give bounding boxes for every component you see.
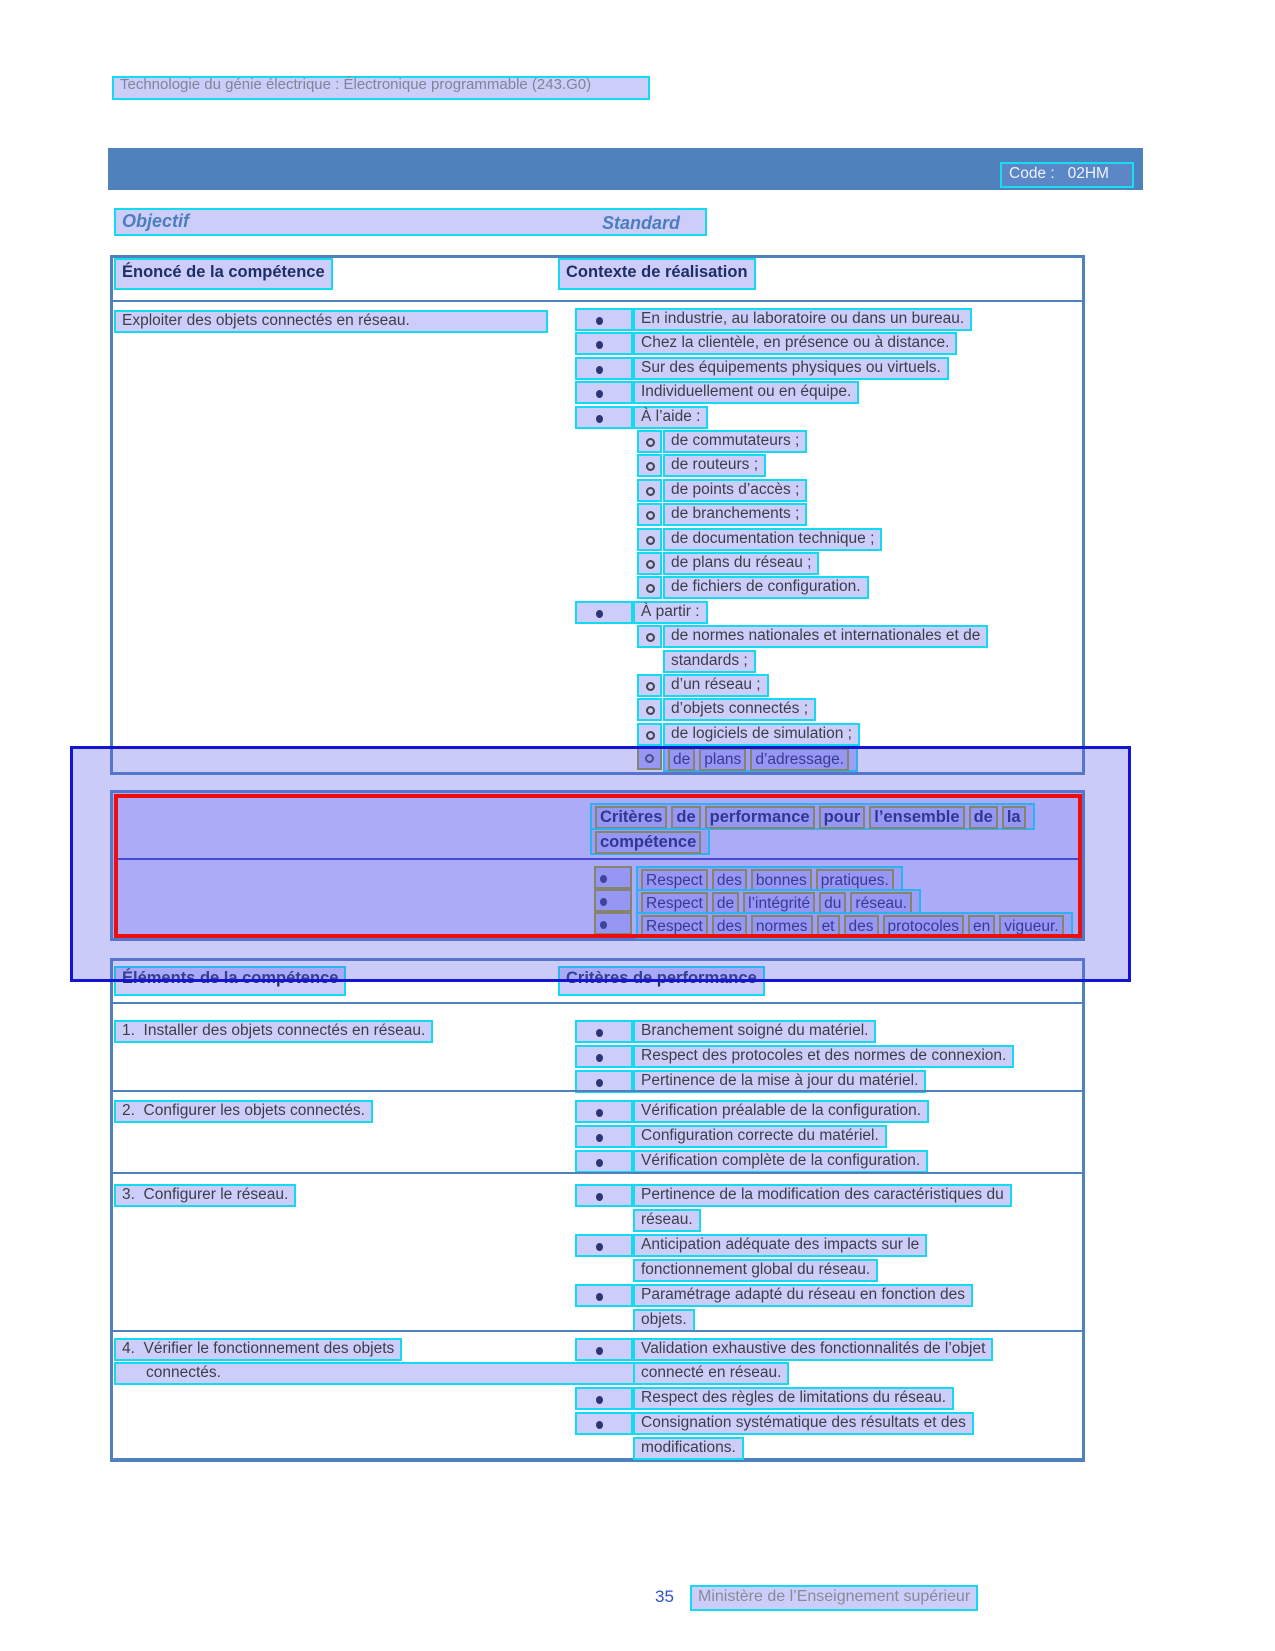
bullet-circle-icon — [646, 731, 655, 740]
line-text: Pertinence de la mise à jour du matériel. — [641, 1072, 919, 1089]
criterion-line — [633, 1437, 744, 1460]
criterion-line-bullet — [575, 1387, 633, 1410]
context-line-bullet — [637, 576, 662, 599]
table1-header-left-label: Énoncé de la compétence — [122, 263, 325, 281]
line-text: de points d’accès ; — [671, 481, 800, 498]
word-box: de — [671, 806, 700, 829]
bullet-dot-icon — [596, 610, 603, 618]
criterion-line — [633, 1184, 1012, 1207]
context-line-bullet — [575, 357, 633, 380]
line-text: Vérification préalable de la configuration. — [641, 1102, 922, 1119]
bullet-dot-icon — [596, 1396, 603, 1404]
bullet-circle-icon — [646, 560, 655, 569]
context-line-bullet — [575, 381, 633, 404]
context-line-bullet — [575, 601, 633, 624]
context-line — [663, 528, 882, 551]
line-text: Validation exhaustive des fonctionnalités de l’objet — [641, 1340, 986, 1357]
competence-statement-text: Exploiter des objets connectés en réseau. — [122, 312, 410, 329]
context-line — [663, 674, 769, 697]
bullet-circle-icon — [646, 438, 655, 447]
competence-statement — [114, 310, 548, 333]
table1-header-divider — [113, 300, 1082, 302]
context-line — [633, 406, 708, 429]
bullet-dot-icon — [596, 1421, 603, 1429]
context-line-bullet — [637, 674, 662, 697]
line-text: Paramétrage adapté du réseau en fonction des — [641, 1286, 966, 1303]
word-box: réseau. — [850, 892, 912, 915]
bullet-dot-icon — [596, 341, 603, 349]
criterion-line-bullet — [575, 1338, 633, 1361]
criterion-line — [633, 1338, 993, 1361]
bullet-dot-icon — [596, 415, 603, 423]
criterion-line — [633, 1412, 974, 1435]
context-line-bullet — [637, 503, 662, 526]
word-box: la — [1002, 806, 1026, 829]
line-text: de documentation technique ; — [671, 530, 875, 547]
context-line-bullet — [637, 723, 662, 746]
criterion-line — [633, 1020, 876, 1043]
line-text: Consignation systématique des résultats et des — [641, 1414, 966, 1431]
criterion-line-bullet — [575, 1045, 633, 1068]
context-line — [633, 308, 972, 331]
line-text: de commutateurs ; — [671, 432, 800, 449]
document-header — [112, 76, 650, 100]
bullet-dot-icon — [596, 1029, 603, 1037]
context-line — [663, 552, 819, 575]
line-text: Branchement soigné du matériel. — [641, 1022, 869, 1039]
context-line — [663, 430, 807, 453]
bullet-circle-icon — [646, 462, 655, 471]
word-box: des — [712, 869, 747, 892]
line-text: de plans du réseau ; — [671, 554, 812, 571]
context-line-bullet — [637, 528, 662, 551]
bullet-dot-icon — [596, 1109, 603, 1117]
context-line — [663, 625, 988, 648]
word-box: et — [817, 915, 840, 938]
line-text: de branchements ; — [671, 505, 800, 522]
objectif-heading: Objectif — [122, 211, 190, 231]
criterion-line — [633, 1209, 701, 1232]
cell-text: 2. Configurer les objets connectés. — [122, 1102, 365, 1119]
word-box: performance — [705, 806, 815, 829]
context-line-bullet — [637, 552, 662, 575]
context-line — [663, 723, 860, 746]
context-line — [663, 479, 807, 502]
annotation-red-box — [114, 794, 1082, 938]
word-box: de — [668, 748, 695, 771]
context-line-bullet — [637, 430, 662, 453]
cell-text: connectés. — [146, 1364, 221, 1381]
bullet-dot-icon — [596, 1054, 603, 1062]
criterion-line-bullet — [575, 1184, 633, 1207]
line-text: À l’aide : — [641, 408, 701, 425]
word-box: Critères — [595, 806, 667, 829]
row-divider — [113, 1172, 1082, 1174]
bullet-dot-icon — [596, 1134, 603, 1142]
line-text: d’objets connectés ; — [671, 700, 809, 717]
line-text: réseau. — [641, 1211, 693, 1228]
line-text: de fichiers de configuration. — [671, 578, 861, 595]
line-text: À partir : — [641, 603, 700, 620]
criterion-line-bullet — [575, 1412, 633, 1435]
context-line — [663, 503, 807, 526]
bullet-dot-icon — [596, 317, 603, 325]
word-box: pratiques. — [816, 869, 894, 892]
header-bar — [108, 148, 1143, 190]
page-number: 35 — [655, 1587, 674, 1606]
line-text: connecté en réseau. — [641, 1364, 782, 1381]
criterion-line — [633, 1045, 1014, 1068]
line-text: fonctionnement global du réseau. — [641, 1261, 871, 1278]
word-box: d’adressage. — [750, 748, 849, 771]
word-box: Respect — [641, 892, 708, 915]
standard-heading: Standard — [602, 213, 681, 233]
element-row-2-label — [114, 1100, 373, 1123]
line-text: Pertinence de la modification des caractéristiques du — [641, 1186, 1004, 1203]
context-line — [633, 332, 957, 355]
document-title: Technologie du génie électrique : Électronique programmable (243.G0) — [120, 76, 592, 93]
table1-header-right — [558, 258, 756, 290]
criterion-line-bullet — [575, 1125, 633, 1148]
bullet-dot-icon — [596, 1293, 603, 1301]
cell-text: 3. Configurer le réseau. — [122, 1186, 289, 1203]
context-line-bullet — [637, 625, 662, 648]
line-text: Respect des protocoles et des normes de connexion. — [641, 1047, 1007, 1064]
element-row-4-label — [114, 1338, 402, 1361]
line-text: de logiciels de simulation ; — [671, 725, 852, 742]
element-row-1-label — [114, 1020, 433, 1043]
bullet-circle-icon — [646, 511, 655, 520]
context-line-bullet — [637, 698, 662, 721]
bullet-circle-icon — [646, 487, 655, 496]
criterion-line-bullet — [575, 1100, 633, 1123]
line-text: objets. — [641, 1311, 687, 1328]
word-box: protocoles — [883, 915, 965, 938]
table1-header-right-label: Contexte de réalisation — [566, 263, 748, 281]
word-box: normes — [751, 915, 813, 938]
criterion-line — [633, 1362, 789, 1385]
bullet-dot-icon — [596, 1243, 603, 1251]
cell-text: 4. Vérifier le fonctionnement des objets — [122, 1340, 395, 1357]
context-line-bullet — [575, 308, 633, 331]
criterion-line-bullet — [575, 1234, 633, 1257]
line-text: Vérification complète de la configuration. — [641, 1152, 921, 1169]
word-box: bonnes — [751, 869, 812, 892]
word-box: Respect — [641, 915, 708, 938]
criterion-line — [633, 1100, 929, 1123]
word-box: de — [969, 806, 998, 829]
bullet-dot-icon — [596, 1079, 603, 1087]
word-box: Respect — [641, 869, 708, 892]
line-text: Respect des règles de limitations du réseau. — [641, 1389, 946, 1406]
word-box: l’intégrité — [743, 892, 815, 915]
context-line — [633, 381, 859, 404]
line-text: Sur des équipements physiques ou virtuels. — [641, 359, 941, 376]
bullet-dot-icon — [596, 366, 603, 374]
context-line — [633, 601, 708, 624]
bullet-dot-icon — [596, 1193, 603, 1201]
context-line-bullet — [637, 454, 662, 477]
line-text: de routeurs ; — [671, 456, 759, 473]
context-line — [663, 698, 816, 721]
criterion-line — [633, 1387, 954, 1410]
criterion-line — [633, 1150, 928, 1173]
word-box: en — [968, 915, 995, 938]
line-text: En industrie, au laboratoire ou dans un bureau. — [641, 310, 965, 327]
word-box: plans — [699, 748, 746, 771]
row-divider — [113, 1090, 1082, 1092]
criterion-line — [633, 1259, 878, 1282]
table1-header-left — [114, 258, 333, 290]
context-line — [633, 357, 949, 380]
criterion-line — [633, 1125, 887, 1148]
bullet-circle-icon — [646, 633, 655, 642]
context-line-bullet — [637, 479, 662, 502]
bullet-dot-icon — [596, 1347, 603, 1355]
criterion-line-bullet — [575, 1150, 633, 1173]
table3-header-divider — [113, 1002, 1082, 1004]
element-row-3-label — [114, 1184, 296, 1207]
word-box: compétence — [595, 831, 701, 854]
table3-header-right-label: Critères de performance — [566, 969, 757, 987]
word-box: pour — [819, 806, 866, 829]
word-box: des — [712, 915, 747, 938]
line-text: modifications. — [641, 1439, 736, 1456]
context-line — [663, 454, 766, 477]
word-box: l’ensemble — [869, 806, 964, 829]
context-line — [663, 650, 756, 673]
criterion-line — [633, 1234, 927, 1257]
bullet-circle-icon — [646, 706, 655, 715]
row-divider — [113, 1330, 1082, 1332]
bullet-circle-icon — [646, 584, 655, 593]
line-text: de normes nationales et internationales et de — [671, 627, 981, 644]
footer-ministry: Ministère de l’Enseignement supérieur — [698, 1588, 971, 1605]
objectif-standard-row — [114, 208, 707, 236]
cell-text: 1. Installer des objets connectés en réseau. — [122, 1022, 426, 1039]
context-line — [663, 576, 869, 599]
word-box: du — [819, 892, 846, 915]
criterion-line — [633, 1284, 973, 1307]
footer-highlight — [690, 1585, 978, 1611]
bullet-dot-icon — [596, 1159, 603, 1167]
table3-header-left-label: Éléments de la compétence — [122, 969, 339, 987]
code-badge — [1000, 162, 1134, 188]
criterion-line-bullet — [575, 1020, 633, 1043]
line-text: d’un réseau ; — [671, 676, 761, 693]
criterion-line-bullet — [575, 1284, 633, 1307]
line-text: Configuration correcte du matériel. — [641, 1127, 879, 1144]
word-box: de — [712, 892, 739, 915]
bullet-circle-icon — [646, 536, 655, 545]
line-text: Individuellement ou en équipe. — [641, 383, 852, 400]
line-text: Chez la clientèle, en présence ou à distance. — [641, 334, 950, 351]
context-line-bullet — [575, 406, 633, 429]
context-line-bullet — [575, 332, 633, 355]
criterion-line — [633, 1309, 695, 1332]
bullet-dot-icon — [596, 390, 603, 398]
line-text: Anticipation adéquate des impacts sur le — [641, 1236, 920, 1253]
code-label: Code : 02HM — [1009, 165, 1109, 182]
word-box: vigueur. — [999, 915, 1063, 938]
word-box: des — [844, 915, 879, 938]
line-text: standards ; — [671, 652, 748, 669]
bullet-circle-icon — [646, 682, 655, 691]
